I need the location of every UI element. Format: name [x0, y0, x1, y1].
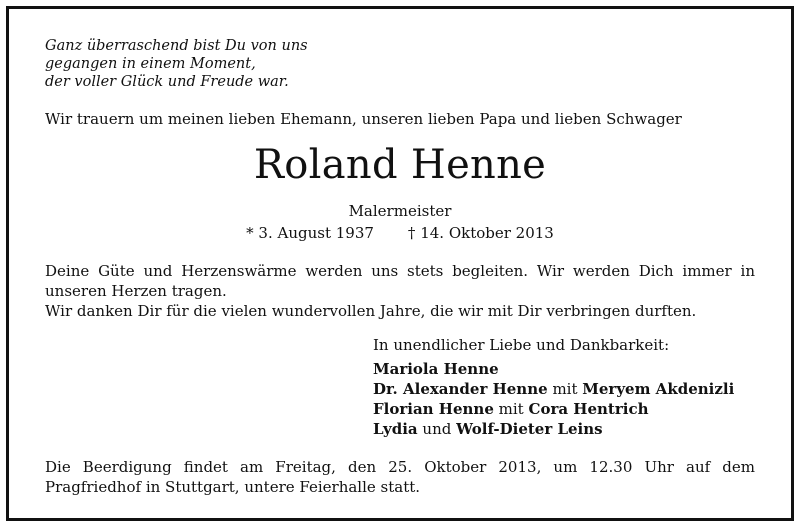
name-joiner: und	[422, 420, 452, 438]
verse-line: gegangen in einem Moment,	[45, 56, 256, 72]
signature-line	[373, 419, 755, 439]
signature-line	[373, 359, 755, 379]
profession: Malermeister	[348, 202, 452, 220]
signature-line	[373, 379, 755, 399]
memorial-verse	[45, 37, 755, 91]
life-dates	[45, 223, 755, 243]
family-member-name: Florian Henne	[373, 400, 494, 418]
mourning-intro: Wir trauern um meinen lieben Ehemann, unseren lieben Papa und lieben Schwager	[45, 110, 682, 128]
signature-line	[373, 399, 755, 419]
family-member-name: Wolf-Dieter Leins	[456, 420, 603, 438]
deceased-name: Roland Henne	[253, 142, 547, 188]
remembrance-paragraph: Deine Güte und Herzenswärme werden uns stets begleiten. Wir werden Dich immer in unseren Herzen tragen.	[45, 262, 755, 300]
notice-border	[6, 6, 794, 521]
verse-line: Ganz überraschend bist Du von uns	[45, 38, 308, 54]
family-member-name: Dr. Alexander Henne	[373, 380, 548, 398]
obituary-content	[45, 37, 755, 497]
family-member-name: Mariola Henne	[373, 360, 499, 378]
birth-date: * 3. August 1937	[246, 224, 374, 242]
verse-line: der voller Glück und Freude war.	[45, 74, 289, 90]
signature-intro: In unendlicher Liebe und Dankbarkeit:	[373, 336, 670, 354]
family-signature	[373, 335, 755, 439]
name-joiner: mit	[552, 380, 578, 398]
funeral-notice: Die Beerdigung findet am Freitag, den 25. Oktober 2013, um 12.30 Uhr auf dem Pragfriedhof in Stuttgart, untere Feierhalle statt.	[45, 458, 755, 496]
death-date: † 14. Oktober 2013	[407, 224, 554, 242]
family-member-name: Cora Hentrich	[528, 400, 649, 418]
family-member-name: Meryem Akdenizli	[582, 380, 735, 398]
name-joiner: mit	[498, 400, 524, 418]
family-member-name: Lydia	[373, 420, 418, 438]
thanks-paragraph: Wir danken Dir für die vielen wundervollen Jahre, die wir mit Dir verbringen durften.	[45, 302, 697, 320]
